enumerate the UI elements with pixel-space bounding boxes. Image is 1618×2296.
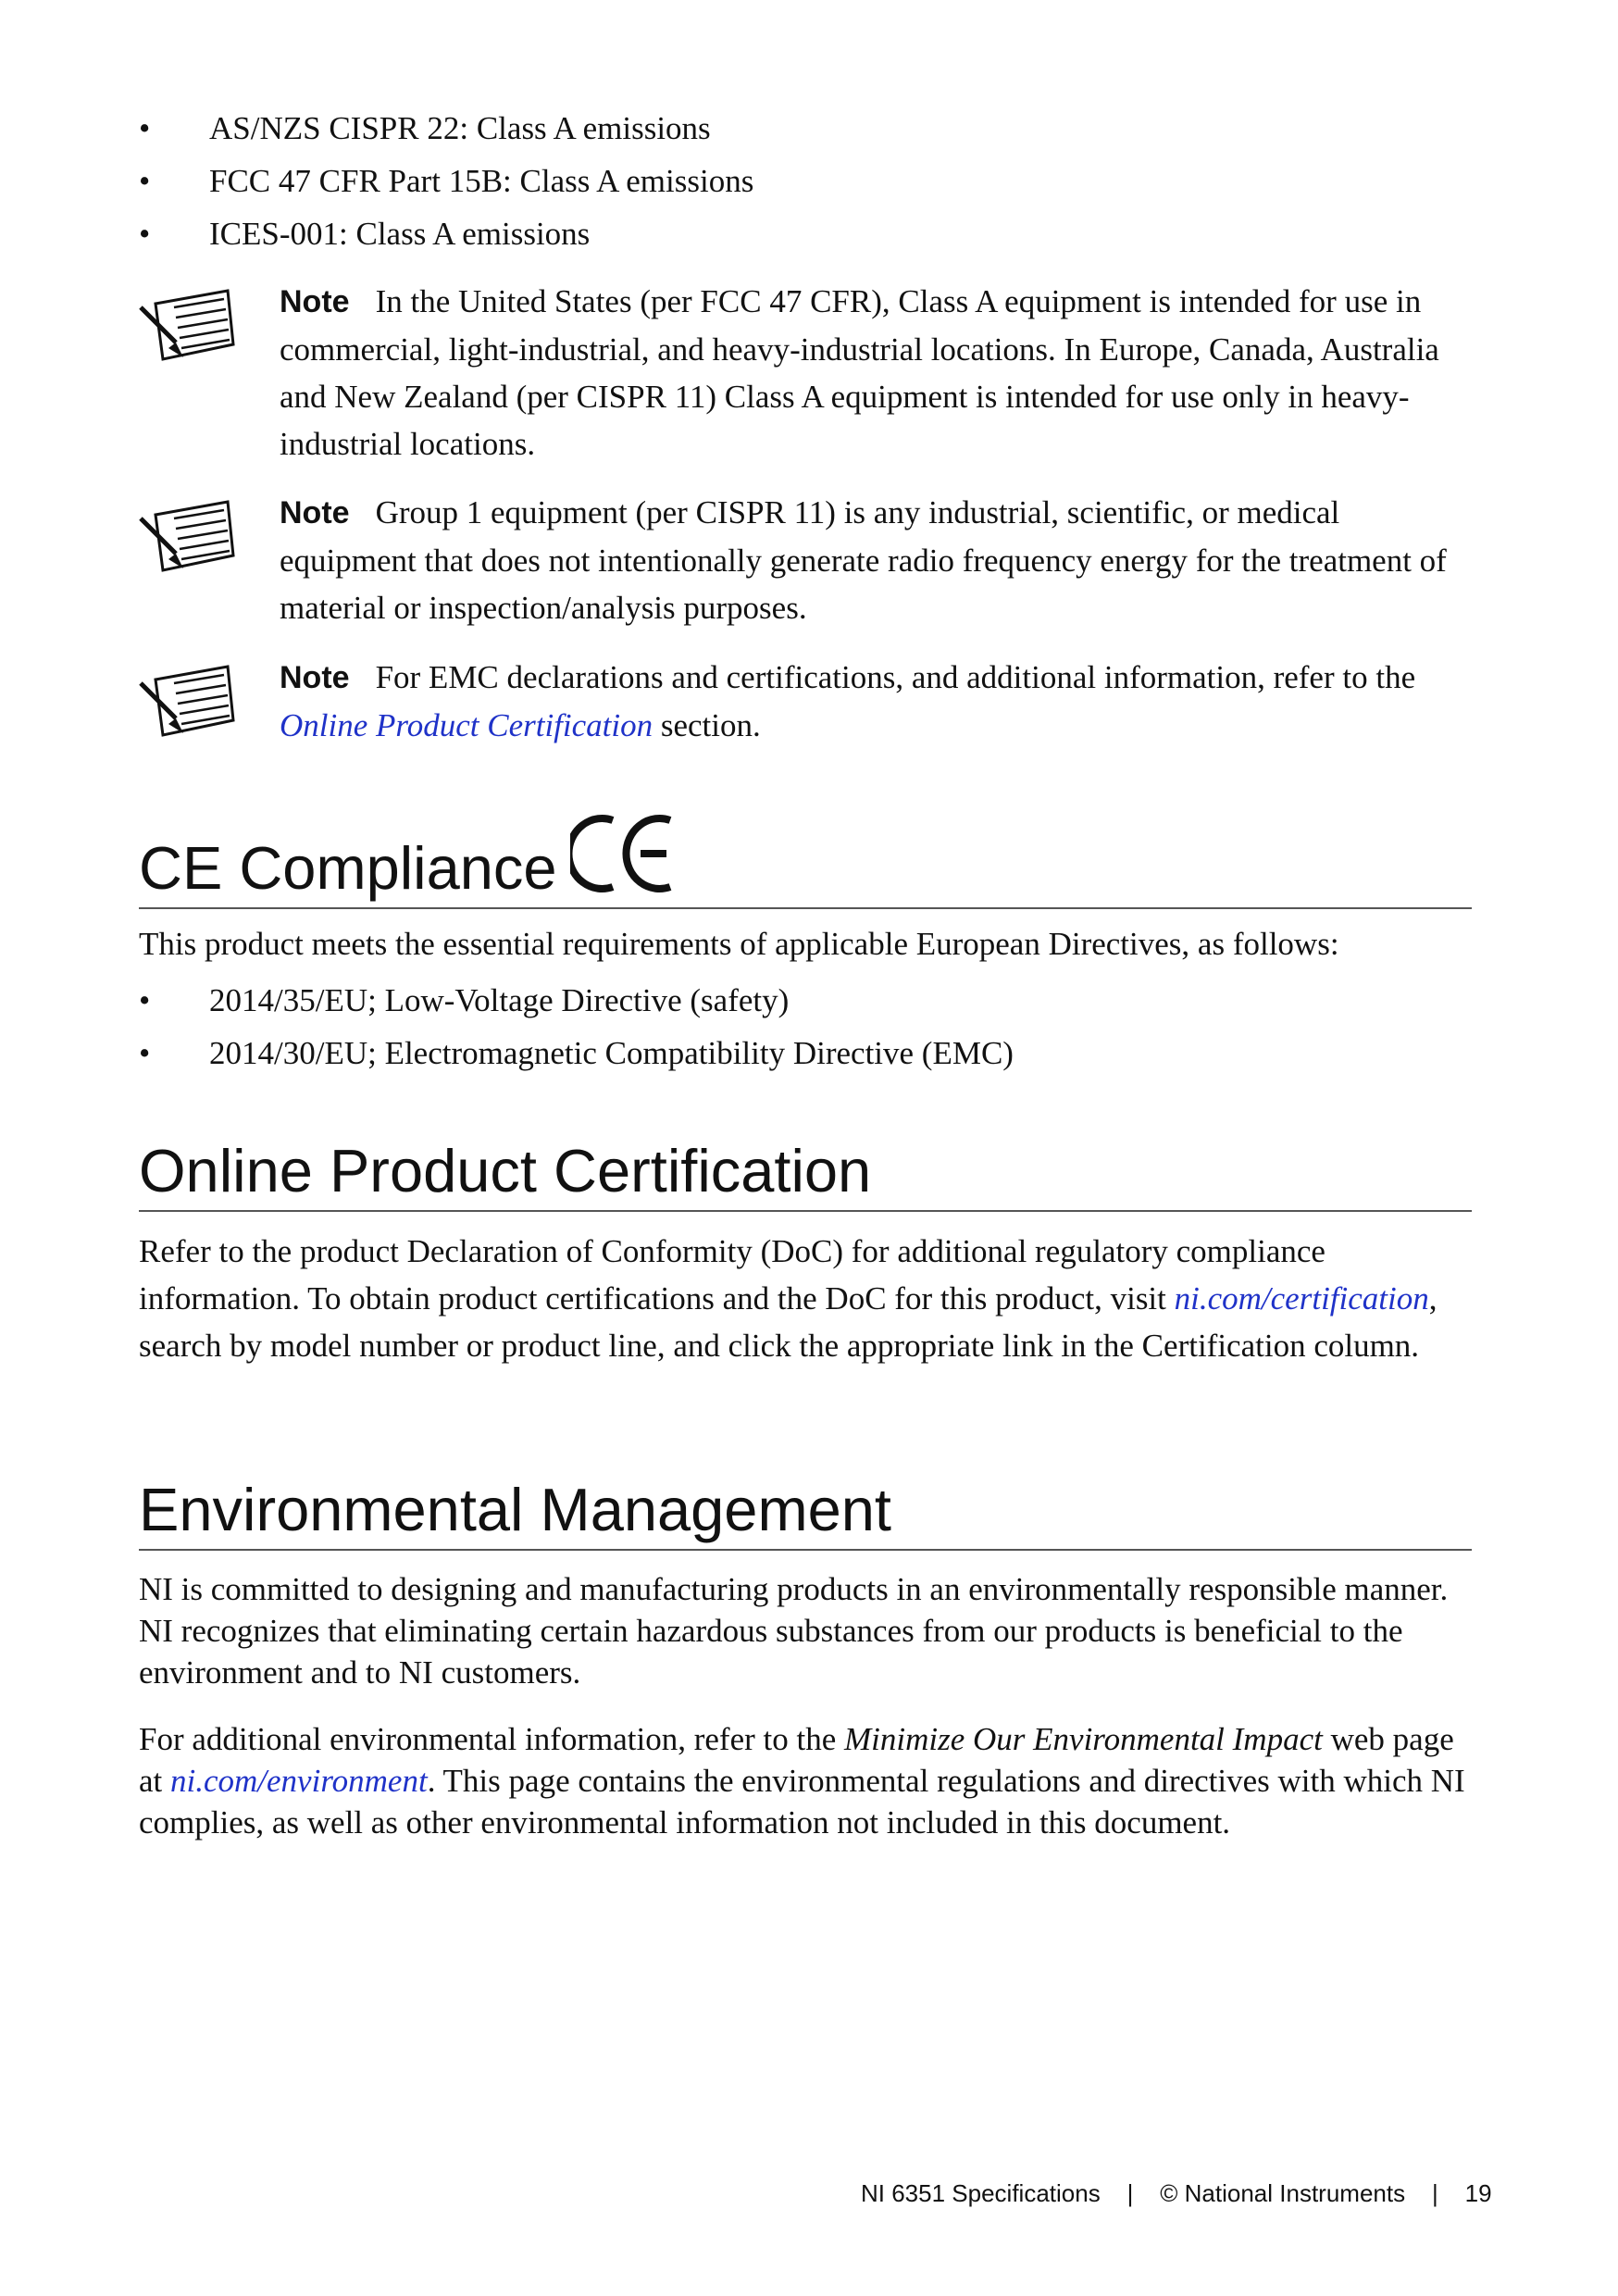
note-label: Note: [280, 284, 350, 319]
directive-list: [139, 974, 1014, 1079]
note-icon: [139, 500, 236, 574]
list-item: • ICES-001: Class A emissions: [139, 216, 591, 252]
footer-doc-title: NI 6351 Specifications: [861, 2179, 1101, 2207]
online-certification-link[interactable]: Online Product Certification: [280, 707, 653, 743]
note-icon: [139, 665, 236, 739]
page-footer: NI 6351 Specifications | © National Instruments | 19: [861, 2179, 1492, 2207]
list-item: • AS/NZS CISPR 22: Class A emissions: [139, 110, 711, 146]
ce-compliance-heading: [139, 813, 1472, 909]
list-item: • 2014/35/EU; Low-Voltage Directive (safety): [139, 982, 790, 1018]
note-emc: Note For EMC declarations and certifications, and additional information, refer to the Online Product Certification section.: [139, 654, 1462, 749]
note-class-a: [139, 278, 1462, 468]
list-item: • FCC 47 CFR Part 15B: Class A emissions: [139, 163, 754, 199]
ce-mark-icon: [570, 813, 679, 898]
note-text: Group 1 equipment (per CISPR 11) is any industrial, scientific, or medical equipment that does not intentionally generate radio frequency energy for the treatment of material or inspection/analysis purposes.: [280, 494, 1447, 626]
ce-intro: This product meets the essential requirements of applicable European Directives, as follows:: [139, 926, 1339, 962]
environmental-paragraph-1: NI is committed to designing and manufacturing products in an environmentally responsible manner. NI recognizes that eliminating certain hazardous substances from our products is beneficial to the environment and to NI customers.: [139, 1571, 1449, 1691]
certification-link[interactable]: ni.com/certification: [1174, 1280, 1429, 1316]
footer-page-number: 19: [1464, 2179, 1492, 2207]
note-label: Note: [280, 660, 350, 695]
note-icon: [139, 289, 236, 363]
note-label: Note: [280, 495, 350, 530]
environment-link[interactable]: ni.com/environment: [170, 1763, 428, 1799]
section-title: CE Compliance: [139, 834, 557, 902]
environmental-heading: Environmental Management: [139, 1479, 1472, 1551]
list-item: • 2014/30/EU; Electromagnetic Compatibility Directive (EMC): [139, 1035, 1014, 1071]
emissions-list: [139, 102, 753, 260]
footer-copyright: © National Instruments: [1160, 2179, 1406, 2207]
note-group-1: [139, 489, 1462, 631]
online-cert-heading: Online Product Certification: [139, 1141, 1472, 1212]
note-text: In the United States (per FCC 47 CFR), Class A equipment is intended for use in commercial, light-industrial, and heavy-industrial locations. In Europe, Canada, Australia and New Zealand (per CISPR 11) Class A equipment is intended for use only in heavy-industrial locations.: [280, 283, 1439, 462]
online-cert-paragraph: Refer to the product Declaration of Conformity (DoC) for additional regulatory compliance information. To obtain product certifications and the DoC for this product, visit ni.com/certification, search by model number or product line, and click the appropriate link in the Certification column.: [139, 1233, 1438, 1364]
environmental-paragraph-2: For additional environmental information, refer to the Minimize Our Environmental Impact web page at ni.com/environment. This page contains the environmental regulations and directives with which NI complies, as well as other environmental information not included in this document.: [139, 1721, 1465, 1841]
